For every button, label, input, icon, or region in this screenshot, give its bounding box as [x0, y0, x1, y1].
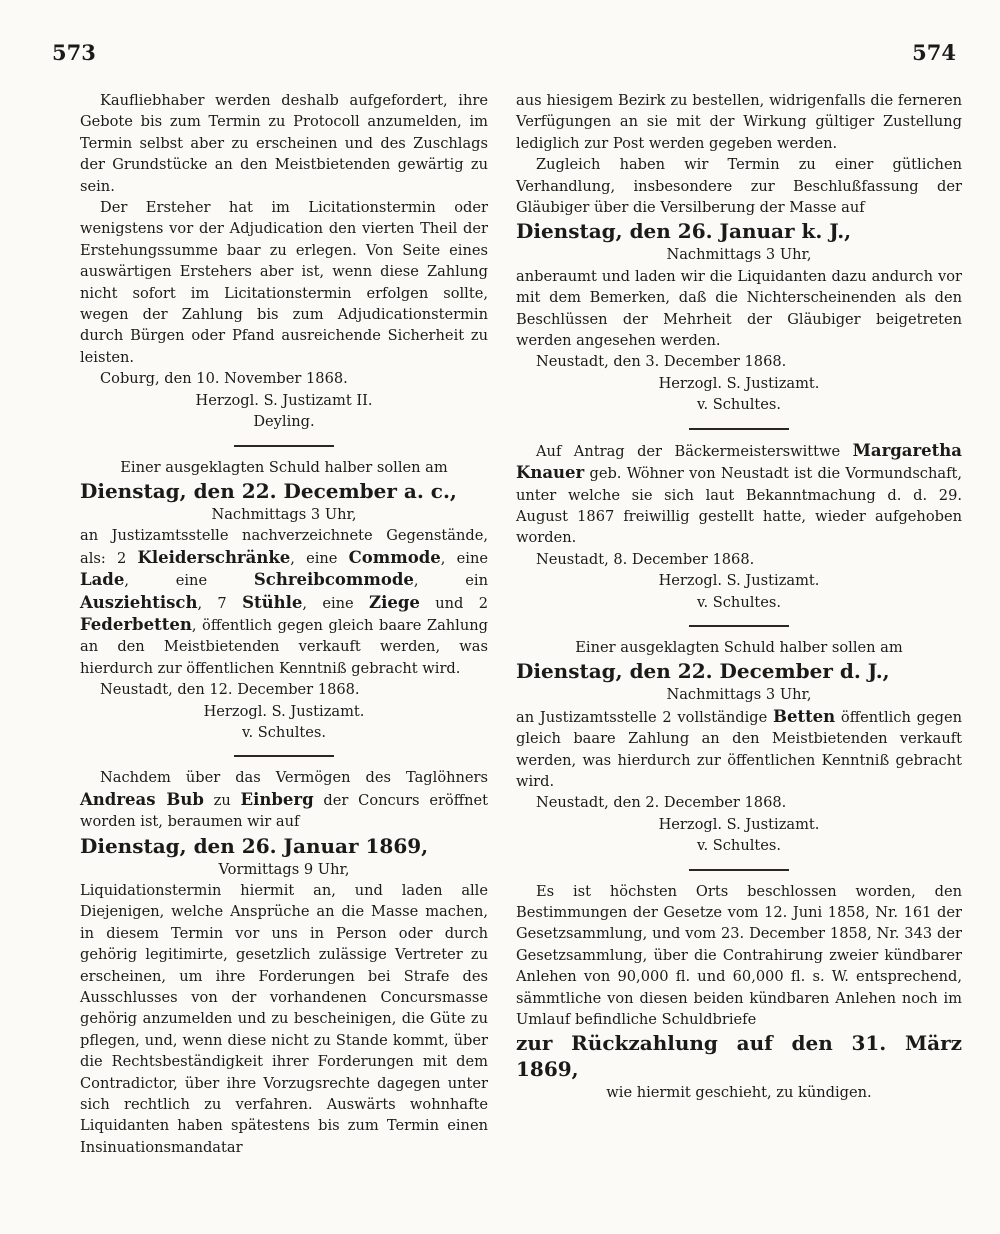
- text-run: Auf Antrag der Bäckermeisterswittwe: [536, 442, 853, 460]
- notice-paragraph: [516, 440, 962, 549]
- divider: [689, 869, 789, 871]
- court-name: Herzogl. S. Justizamt.: [658, 572, 820, 590]
- meeting-time: Nachmittags 3 Uhr,: [666, 246, 812, 264]
- divider: [234, 755, 334, 757]
- court-name: Herzogl. S. Justizamt.: [203, 702, 365, 720]
- signer-name: v. Schultes.: [696, 396, 782, 414]
- item-name: Federbetten: [80, 614, 192, 634]
- court-name: Herzogl. S. Justizamt.: [658, 374, 820, 392]
- court-name: Herzogl. S. Justizamt II.: [195, 391, 373, 409]
- notice-paragraph: [80, 525, 488, 679]
- text-run: an Justizamtsstelle nachverzeichnete Gegenstände, als: 2: [80, 527, 488, 567]
- signer-name: v. Schultes.: [696, 593, 782, 611]
- item-name: Betten: [773, 706, 836, 726]
- left-column: [80, 90, 488, 1158]
- notice-intro: Einer ausgeklagten Schuld halber sollen am: [120, 458, 448, 476]
- place-date: Neustadt, den 2. December 1868.: [536, 794, 787, 812]
- signer-name: v. Schultes.: [241, 723, 327, 741]
- text-run: , eine: [302, 594, 370, 612]
- village-name: Einberg: [240, 789, 314, 809]
- text-run: , ein: [413, 572, 488, 590]
- notice-bond-redemption: [516, 881, 962, 1104]
- notice-paragraph: Es ist höchsten Orts beschlossen worden, den Bestimmungen der Gesetze vom 12. Juni 1858, Nr. 161 der Gesetzsammlung, und vom 23. December 1858, Nr. 343 der Gesetzsammlung, über die Contrahirung zweier kündbarer Anlehen von 90,000 fl. und 60,000 fl. s. W. entsprechend, sämmtliche von diesen beiden kündbaren Anlehen noch im Umlauf befindliche Schuldbriefe: [516, 882, 962, 1029]
- text-run: , eine: [440, 549, 488, 567]
- auction-time: Nachmittags 3 Uhr,: [211, 505, 357, 523]
- text-run: , öffentlich gegen gleich baare Zahlung an den Meistbietenden verkauft werden, was hierdurch zur öffentlichen Kenntniß gebracht wird.: [80, 616, 488, 677]
- notice-paragraph: [80, 767, 488, 832]
- text-run: , eine: [124, 572, 254, 590]
- notice-paragraph: Der Ersteher hat im Licitationstermin oder wenigstens vor der Adjudication den vierten Theil der Erstehungssumme baar zu erlegen. Von Seite eines auswärtigen Erstehers aber ist, wenn diese Zahlung nicht sofort im Licitationstermin erfolgen sollte, wegen der Zahlung bis zum Adjudicationstermin durch Bürgen oder Pfand ausreichende Sicherheit zu leisten.: [80, 199, 488, 366]
- notice-intro: Einer ausgeklagten Schuld halber sollen am: [575, 638, 903, 656]
- divider: [689, 428, 789, 430]
- court-name: Herzogl. S. Justizamt.: [658, 815, 820, 833]
- place-date: Neustadt, 8. December 1868.: [536, 550, 755, 568]
- item-name: Commode: [348, 547, 441, 567]
- text-run: und 2: [419, 594, 488, 612]
- notice-land-auction: [80, 90, 488, 433]
- text-run: der Concurs eröffnet worden ist, beraumen wir auf: [80, 791, 488, 831]
- hearing-date: Dienstag, den 26. Januar 1869,: [80, 833, 429, 858]
- notice-bankruptcy: [80, 767, 488, 1158]
- text-run: öffentlich gegen gleich baare Zahlung an den Meistbietenden verkauft werden, was hierdurch zur öffentlichen Kenntniß gebracht wird.: [516, 708, 962, 790]
- page-number-left: 573: [52, 40, 96, 65]
- place-date: Neustadt, den 12. December 1868.: [100, 681, 360, 699]
- notice-paragraph: Kaufliebhaber werden deshalb aufgefordert, ihre Gebote bis zum Termin zu Protocoll anzumelden, im Termin selbst aber zu erscheinen und des Zuschlags der Grundstücke an den Meistbietenden gewärtig zu sein.: [80, 92, 488, 195]
- text-run: an Justizamtsstelle 2 vollständige: [516, 708, 773, 726]
- item-name: Ziege: [369, 592, 420, 612]
- notice-paragraph: anberaumt und laden wir die Liquidanten dazu andurch vor mit dem Bemerken, daß die Nichterscheinenden als den Beschlüssen der Mehrheit der Gläubiger beigetreten werden angesehen werden.: [516, 267, 962, 350]
- right-column: [516, 90, 962, 1104]
- auction-date: Dienstag, den 22. December d. J.,: [516, 659, 890, 684]
- meeting-date: Dienstag, den 26. Januar k. J.,: [516, 219, 852, 244]
- text-run: geb. Wöhner von Neustadt ist die Vormundschaft, unter welche sie sich laut Bekanntmachung d. d. 29. August 1867 freiwillig gestellt hatte, wieder aufgehoben worden.: [516, 465, 962, 547]
- text-run: zu: [203, 791, 241, 809]
- divider: [234, 445, 334, 447]
- notice-paragraph: Zugleich haben wir Termin zu einer gütlichen Verhandlung, insbesondere zur Beschlußfassung der Gläubiger über die Versilberung der Masse auf: [516, 156, 962, 217]
- text-run: , 7: [197, 594, 243, 612]
- hearing-time: Vormittags 9 Uhr,: [218, 860, 350, 878]
- signer-name: v. Schultes.: [696, 837, 782, 855]
- redemption-heading: zur Rückzahlung auf den 31. März 1869,: [516, 1031, 962, 1082]
- notice-beds-auction: [516, 637, 962, 857]
- item-name: Ausziehtisch: [80, 592, 198, 612]
- notice-closing: wie hiermit geschieht, zu kündigen.: [606, 1084, 872, 1102]
- item-name: Kleiderschränke: [137, 547, 291, 567]
- item-name: Lade: [80, 570, 125, 590]
- place-date: Neustadt, den 3. December 1868.: [536, 353, 787, 371]
- page-number-right: 574: [912, 40, 956, 65]
- text-run: Nachdem über das Vermögen des Taglöhners: [100, 769, 488, 787]
- person-name: Andreas Bub: [80, 789, 204, 809]
- text-run: , eine: [290, 549, 349, 567]
- notice-paragraph: [516, 706, 962, 793]
- auction-date: Dienstag, den 22. December a. c.,: [80, 478, 457, 503]
- item-name: Schreibcommode: [253, 570, 414, 590]
- divider: [689, 625, 789, 627]
- notice-paragraph: Liquidationstermin hiermit an, und laden alle Diejenigen, welche Ansprüche an die Masse machen, in diesem Termin vor uns in Person oder durch gehörig legitimirte, gesetzlich zulässige Vertreter zu erscheinen, um ihre Forderungen bei Strafe des Ausschlusses von der vorhandenen Concursmasse gehörig anzumelden und zu bescheinigen, die Güte zu pflegen, und, wenn diese nicht zu Stande kommt, über die Rechtsbeständigkeit ihrer Forderungen mit dem Contradictor, über ihre Vorzugsrechte dagegen unter sich rechtlich zu verfahren. Auswärts wohnhafte Liquidanten haben spätestens bis zum Termin einen Insinuationsmandatar: [80, 882, 488, 1156]
- auction-time: Nachmittags 3 Uhr,: [666, 686, 812, 704]
- notice-paragraph: aus hiesigem Bezirk zu bestellen, widrigenfalls die ferneren Verfügungen an sie mit der Wirkung gültiger Zustellung lediglich zur Post werden gegeben werden.: [516, 92, 962, 152]
- person-name: Margaretha Knauer: [516, 440, 962, 483]
- item-name: Stühle: [242, 592, 303, 612]
- signer-name: Deyling.: [253, 413, 315, 431]
- notice-furniture-auction: [80, 457, 488, 744]
- notice-bankruptcy-continued: [516, 90, 962, 416]
- notice-guardianship: [516, 440, 962, 613]
- place-date: Coburg, den 10. November 1868.: [100, 370, 348, 388]
